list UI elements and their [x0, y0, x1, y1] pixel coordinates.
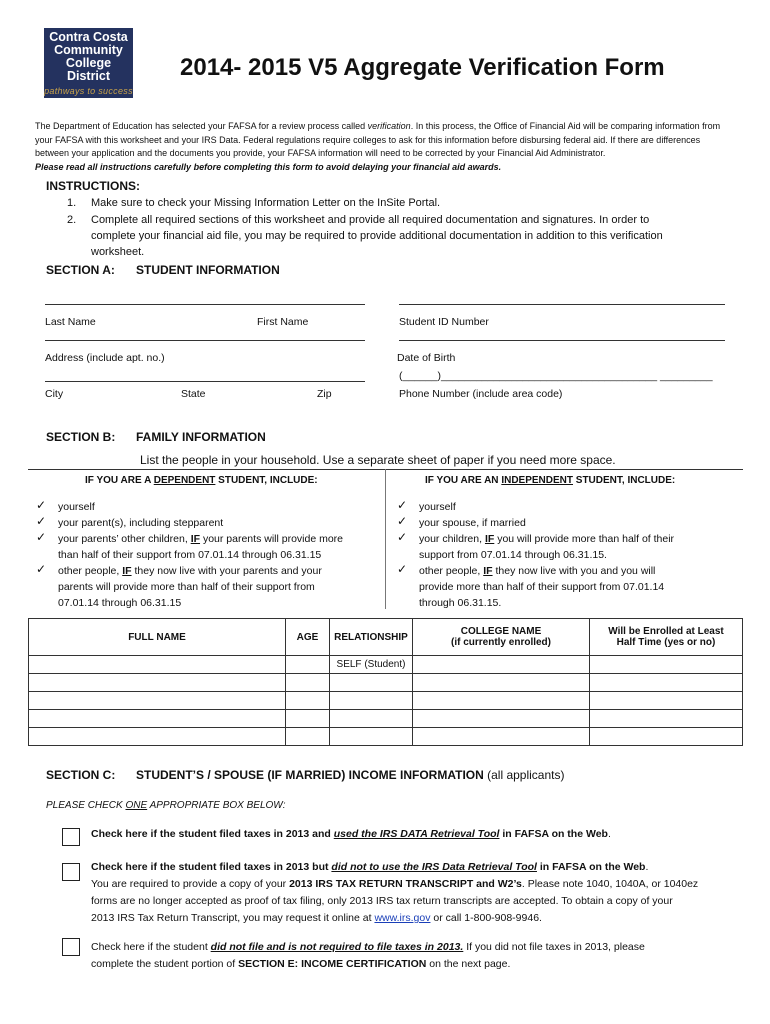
- address-label: Address (include apt. no.): [45, 352, 165, 364]
- self-student-cell: SELF (Student): [330, 656, 413, 674]
- check-one-u: ONE: [125, 800, 148, 811]
- table-cell[interactable]: [29, 728, 286, 746]
- table-cell[interactable]: [590, 656, 743, 674]
- option-3-u: did not file and is not required to file taxes in 2013.: [210, 941, 464, 953]
- phone-label: Phone Number (include area code): [399, 388, 563, 400]
- dep-item-4-a: other people,: [58, 565, 123, 577]
- table-cell[interactable]: [330, 692, 413, 710]
- intro-warning: Please read all instructions carefully before completing this form to avoid delaying your financial aid awards.: [35, 161, 502, 172]
- section-a-title: STUDENT INFORMATION: [136, 263, 280, 277]
- dep-item-4: [58, 563, 322, 611]
- check-icon: ✓: [397, 530, 408, 544]
- section-c-heading: [136, 768, 564, 782]
- dob-field-line[interactable]: [399, 340, 725, 341]
- col-college-line-1: COLLEGE NAME: [460, 626, 542, 637]
- check-icon: ✓: [36, 562, 47, 576]
- table-cell[interactable]: [29, 692, 286, 710]
- ind-item-2: your spouse, if married: [419, 517, 526, 529]
- intro-text-a: The Department of Education has selected your FAFSA for a review process called: [35, 121, 368, 131]
- col-full-name: FULL NAME: [29, 619, 286, 656]
- option-3-b: If you did not file taxes in 2013, please: [463, 941, 645, 953]
- ind-item-4: [419, 563, 664, 611]
- table-cell[interactable]: [330, 710, 413, 728]
- instructions-heading: INSTRUCTIONS:: [46, 179, 140, 193]
- option-2-l4b: or call 1-800-908-9946.: [430, 912, 542, 924]
- table-row: [29, 710, 743, 728]
- form-title: 2014- 2015 V5 Aggregate Verification Form: [180, 54, 665, 81]
- zip-label: Zip: [317, 388, 332, 400]
- option-2-l2b: 2013 IRS TAX RETURN TRANSCRIPT and W2’s: [289, 878, 522, 890]
- instruction-1: Make sure to check your Missing Information Letter on the InSite Portal.: [91, 197, 441, 209]
- option-3-a: Check here if the student: [91, 941, 211, 953]
- table-cell[interactable]: [29, 710, 286, 728]
- dep-item-4-c: parents will provide more than half of their support from: [58, 581, 315, 593]
- dependent-heading-post: STUDENT, INCLUDE:: [215, 475, 318, 486]
- check-icon: ✓: [397, 562, 408, 576]
- col-relationship: RELATIONSHIP: [330, 619, 413, 656]
- option-2-text: [91, 859, 698, 927]
- phone-field[interactable]: (______)_____________________________________ _________: [399, 370, 713, 382]
- check-one-instruction: [46, 800, 286, 811]
- table-cell[interactable]: [413, 674, 590, 692]
- check-icon: ✓: [397, 514, 408, 528]
- table-cell[interactable]: [286, 656, 330, 674]
- check-icon: ✓: [36, 498, 47, 512]
- dep-item-3-b: your parents will provide more: [200, 533, 344, 545]
- table-row: [29, 674, 743, 692]
- table-cell[interactable]: [590, 674, 743, 692]
- name-field-line[interactable]: [45, 304, 365, 305]
- ind-item-3-c: support from 07.01.14 through 06.31.15.: [419, 549, 607, 561]
- independent-heading-post: STUDENT, INCLUDE:: [573, 475, 676, 486]
- option-1-checkbox[interactable]: [62, 828, 80, 846]
- ind-item-3: [419, 531, 674, 563]
- table-cell[interactable]: [286, 692, 330, 710]
- household-table: [28, 618, 743, 746]
- section-b-title: FAMILY INFORMATION: [136, 430, 266, 444]
- dep-item-4-b: they now live with your parents and your: [131, 565, 322, 577]
- check-icon: ✓: [36, 514, 47, 528]
- section-c-title-tail: (all applicants): [483, 768, 565, 782]
- dependent-heading-word: DEPENDENT: [153, 475, 216, 486]
- option-2-l2a: You are required to provide a copy of your: [91, 878, 290, 890]
- instruction-2-line-3: worksheet.: [91, 246, 145, 258]
- table-cell[interactable]: [413, 728, 590, 746]
- option-1-u: used the IRS DATA Retrieval Tool: [333, 828, 500, 840]
- logo-line-3: College District: [65, 56, 112, 83]
- option-3-text: [91, 939, 645, 973]
- table-cell[interactable]: [29, 674, 286, 692]
- logo-tagline: pathways to success: [44, 86, 133, 96]
- option-1-a: Check here if the student filed taxes in 2013 and: [91, 828, 334, 840]
- table-cell[interactable]: [330, 728, 413, 746]
- option-2-c: .: [645, 861, 649, 873]
- option-3-l2b: SECTION E: INCOME CERTIFICATION: [238, 958, 427, 970]
- col-college: [413, 619, 590, 656]
- ind-item-3-b: you will provide more than half of their: [494, 533, 675, 545]
- table-cell[interactable]: [413, 710, 590, 728]
- table-cell[interactable]: [590, 710, 743, 728]
- ind-item-4-c: provide more than half of their support from 07.01.14: [419, 581, 665, 593]
- ind-item-4-a: other people,: [419, 565, 484, 577]
- table-row: [29, 656, 743, 674]
- option-2-l4a: 2013 IRS Tax Return Transcript, you may request it online at: [91, 912, 375, 924]
- table-cell[interactable]: [286, 710, 330, 728]
- ind-item-4-d: through 06.31.15.: [419, 597, 502, 609]
- table-cell[interactable]: [286, 674, 330, 692]
- address-field-line[interactable]: [45, 340, 365, 341]
- check-one-b: APPROPRIATE BOX BELOW:: [147, 800, 286, 811]
- independent-heading-pre: IF YOU ARE AN: [425, 475, 502, 486]
- table-row: [29, 692, 743, 710]
- ind-item-4-b: they now live with you and you will: [492, 565, 656, 577]
- check-one-a: PLEASE CHECK: [46, 800, 126, 811]
- col-enrolled-line-1: Will be Enrolled at Least: [608, 626, 724, 637]
- section-b-label: SECTION B:: [46, 430, 116, 444]
- instruction-2-line-2: complete your financial aid file, you may be required to provide additional documentation in addition to this verification: [91, 230, 663, 242]
- option-3-l2a: complete the student portion of: [91, 958, 239, 970]
- option-1-c: .: [607, 828, 611, 840]
- dep-item-3-a: your parents’ other children,: [58, 533, 191, 545]
- section-c-title: STUDENT’S / SPOUSE (IF MARRIED) INCOME INFORMATION: [136, 768, 484, 782]
- section-b-subtitle: List the people in your household. Use a separate sheet of paper if you need more space.: [140, 453, 616, 467]
- dep-item-2: your parent(s), including stepparent: [58, 517, 224, 529]
- city-label: City: [45, 388, 64, 400]
- ind-item-3-if: IF: [484, 533, 495, 545]
- table-cell[interactable]: [590, 692, 743, 710]
- option-3-l2c: on the next page.: [426, 958, 511, 970]
- col-enrolled-line-2: Half Time (yes or no): [616, 637, 716, 648]
- option-1-b: in FAFSA on the Web: [499, 828, 608, 840]
- col-college-line-2: (if currently enrolled): [450, 637, 551, 648]
- table-cell[interactable]: [590, 728, 743, 746]
- table-cell[interactable]: [330, 674, 413, 692]
- option-1-text: [91, 826, 611, 843]
- student-id-field-line[interactable]: [399, 304, 725, 305]
- dep-item-3: [58, 531, 343, 563]
- student-id-label: Student ID Number: [399, 316, 489, 328]
- independent-heading: [425, 475, 675, 486]
- state-label: State: [181, 388, 206, 400]
- section-c-label: SECTION C:: [46, 768, 116, 782]
- ind-item-4-if: IF: [483, 565, 493, 577]
- instruction-num-1: 1.: [67, 197, 77, 209]
- intro-text-verification: verification: [367, 121, 411, 131]
- section-a-label: SECTION A:: [46, 263, 115, 277]
- ind-item-1: yourself: [419, 501, 456, 513]
- instruction-num-2: 2.: [67, 214, 77, 226]
- dependent-heading: [85, 475, 318, 486]
- check-icon: ✓: [36, 530, 47, 544]
- check-icon: ✓: [397, 498, 408, 512]
- option-2-b: in FAFSA on the Web: [536, 861, 646, 873]
- dep-item-3-c: than half of their support from 07.01.14 through 06.31.15: [58, 549, 322, 561]
- section-b-divider: [385, 469, 386, 609]
- dependent-heading-pre: IF YOU ARE A: [85, 475, 154, 486]
- dep-item-3-if: IF: [190, 533, 201, 545]
- logo-line-2: Community: [54, 43, 123, 57]
- dob-label: Date of Birth: [397, 352, 456, 364]
- table-row: [29, 728, 743, 746]
- option-2-l2c: . Please note 1040, 1040A, or 1040ez: [521, 878, 699, 890]
- instruction-2-line-1: Complete all required sections of this worksheet and provide all required documentation and signatures. In order to: [91, 214, 650, 226]
- col-age: AGE: [286, 619, 330, 656]
- table-cell[interactable]: [413, 692, 590, 710]
- intro-text-c: . In this process, the Office of Financial Aid will be comparing information from your FAFSA with this worksheet and your IRS Data. Federal regulations require colleges to ask for this information before disbursing federal aid. If there are differences between your application and the documents you provide, your FAFSA information will need to be corrected by your Financial Aid Administrator.: [35, 121, 721, 158]
- irs-link[interactable]: www.irs.gov: [374, 912, 431, 924]
- dep-item-1: yourself: [58, 501, 95, 513]
- dep-item-4-d: 07.01.14 through 06.31.15: [58, 597, 182, 609]
- dep-item-4-if: IF: [122, 565, 132, 577]
- option-2-checkbox[interactable]: [62, 863, 80, 881]
- table-cell[interactable]: [29, 656, 286, 674]
- option-2-l3: forms are no longer accepted as proof of tax filing, only 2013 IRS tax return transcripts are accepted. To obtain a copy of your: [91, 895, 673, 907]
- col-enrolled: [590, 619, 743, 656]
- option-2-u: did not to use the IRS Data Retrieval Tool: [331, 861, 537, 873]
- first-name-label: First Name: [257, 316, 309, 328]
- district-logo: [44, 28, 133, 98]
- option-3-checkbox[interactable]: [62, 938, 80, 956]
- ind-item-3-a: your children,: [419, 533, 485, 545]
- option-2-a: Check here if the student filed taxes in 2013 but: [91, 861, 332, 873]
- city-state-zip-field-line[interactable]: [45, 381, 365, 382]
- independent-heading-word: INDEPENDENT: [501, 475, 573, 486]
- table-cell[interactable]: [286, 728, 330, 746]
- table-cell[interactable]: [413, 656, 590, 674]
- last-name-label: Last Name: [45, 316, 96, 328]
- logo-line-1: Contra Costa: [49, 30, 128, 44]
- intro-paragraph: [35, 120, 735, 174]
- table-header-row: [29, 619, 743, 656]
